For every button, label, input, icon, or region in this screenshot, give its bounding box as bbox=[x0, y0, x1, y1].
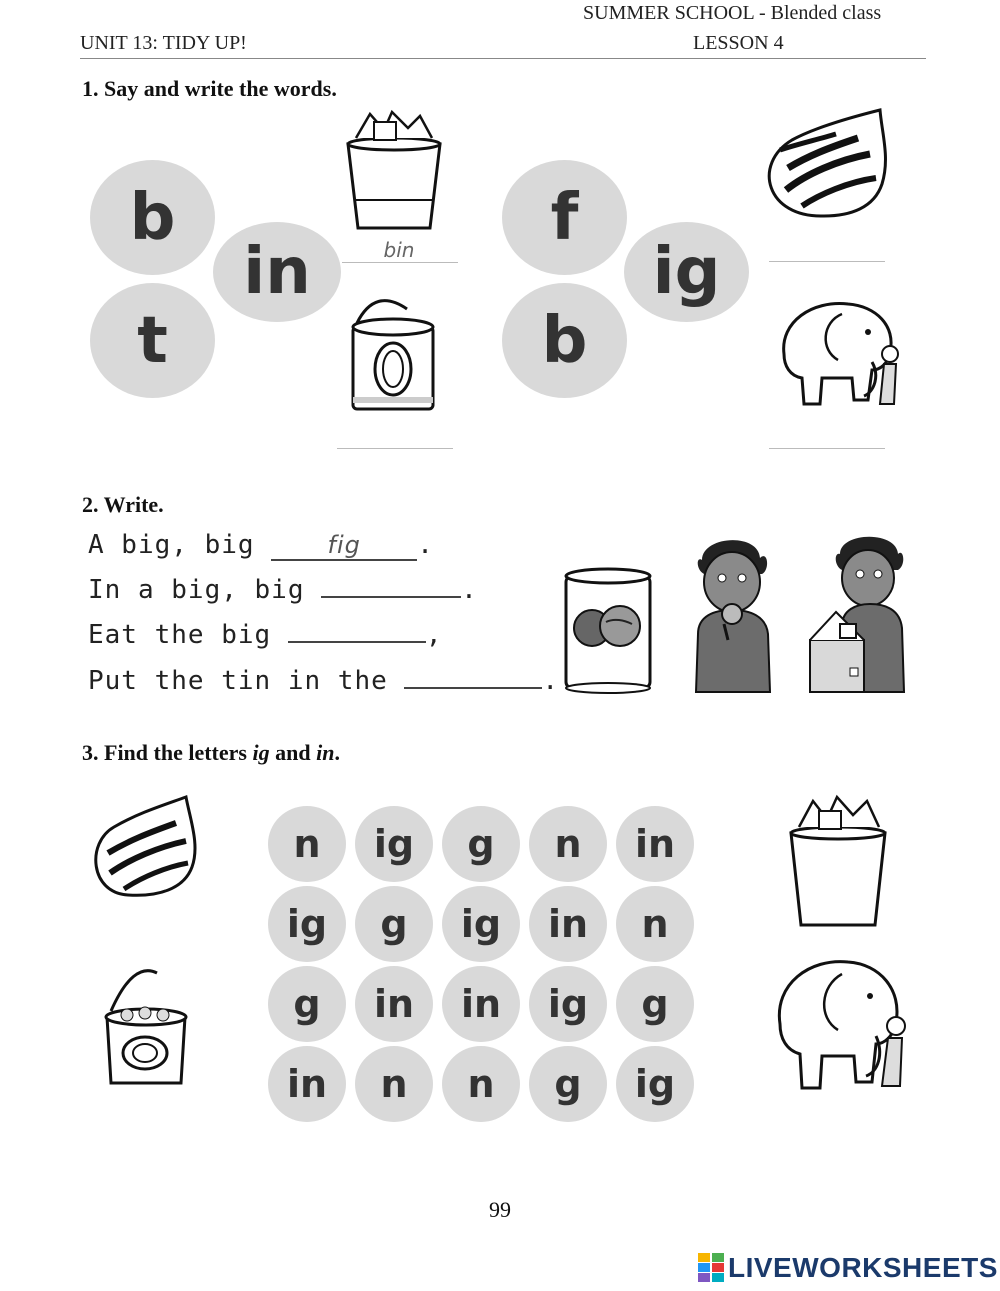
elephant-picture-2 bbox=[770, 950, 920, 1105]
onset-bubble-t: t bbox=[90, 283, 215, 398]
rime-bubble-ig: ig bbox=[624, 222, 749, 322]
bin-picture-2 bbox=[785, 793, 895, 928]
header-unit: UNIT 13: TIDY UP! bbox=[80, 32, 247, 54]
grid-cell[interactable]: n bbox=[616, 886, 694, 962]
write-line-3: Eat the big , bbox=[88, 620, 443, 650]
grid-cell[interactable]: ig bbox=[268, 886, 346, 962]
grid-cell[interactable]: ig bbox=[529, 966, 607, 1042]
tin-picture bbox=[345, 293, 440, 413]
liveworksheets-logo-icon bbox=[698, 1253, 724, 1283]
grid-cell[interactable]: in bbox=[442, 966, 520, 1042]
write-line-2: In a big, big . bbox=[88, 575, 478, 605]
onset-bubble-f: f bbox=[502, 160, 627, 275]
grid-cell[interactable]: g bbox=[355, 886, 433, 962]
write-line-4: Put the tin in the . bbox=[88, 666, 560, 696]
write-answer-1[interactable]: fig bbox=[271, 531, 417, 561]
grid-cell[interactable]: g bbox=[616, 966, 694, 1042]
grid-cell[interactable]: n bbox=[442, 1046, 520, 1122]
header-lesson: LESSON 4 bbox=[693, 32, 784, 54]
answer-line-tin[interactable] bbox=[337, 448, 453, 449]
bin-picture bbox=[340, 108, 450, 233]
tin-with-figs-picture bbox=[562, 566, 654, 694]
tin-picture-2 bbox=[93, 965, 198, 1090]
grid-cell[interactable]: n bbox=[268, 806, 346, 882]
grid-cell[interactable]: in bbox=[616, 806, 694, 882]
grid-cell[interactable]: ig bbox=[616, 1046, 694, 1122]
grid-cell[interactable]: g bbox=[442, 806, 520, 882]
section1-title: 1. Say and write the words. bbox=[82, 76, 337, 101]
answer-bin[interactable]: bin bbox=[383, 238, 415, 262]
answer-line-elephant[interactable] bbox=[769, 448, 885, 449]
fig-picture bbox=[758, 108, 893, 223]
grid-cell[interactable]: g bbox=[529, 1046, 607, 1122]
letter-grid bbox=[268, 806, 698, 1126]
section3-title: 3. Find the letters ig and in. bbox=[82, 740, 340, 765]
elephant-picture bbox=[772, 292, 912, 417]
boy-with-bin-picture bbox=[806, 530, 906, 695]
grid-cell[interactable]: n bbox=[355, 1046, 433, 1122]
answer-line-bin bbox=[342, 262, 458, 263]
onset-bubble-b: b bbox=[90, 160, 215, 275]
grid-cell[interactable]: in bbox=[529, 886, 607, 962]
header-rule bbox=[80, 58, 926, 59]
write-line-1: A big, big fig . bbox=[88, 530, 434, 560]
write-answer-2[interactable] bbox=[321, 596, 461, 598]
boy-eating-fig-picture bbox=[688, 530, 778, 695]
rime-bubble-in: in bbox=[213, 222, 341, 322]
page-number: 99 bbox=[489, 1197, 511, 1222]
grid-cell[interactable]: ig bbox=[442, 886, 520, 962]
section2-title: 2. Write. bbox=[82, 492, 164, 517]
onset-bubble-b2: b bbox=[502, 283, 627, 398]
write-answer-3[interactable] bbox=[288, 641, 426, 643]
header-school: SUMMER SCHOOL - Blended class bbox=[583, 2, 882, 24]
brand-logo bbox=[698, 1252, 998, 1284]
grid-cell[interactable]: n bbox=[529, 806, 607, 882]
fig-picture-2 bbox=[88, 795, 203, 900]
grid-cell[interactable]: in bbox=[355, 966, 433, 1042]
grid-cell[interactable]: g bbox=[268, 966, 346, 1042]
grid-cell[interactable]: in bbox=[268, 1046, 346, 1122]
brand-name: LIVEWORKSHEETS bbox=[728, 1252, 998, 1283]
write-answer-4[interactable] bbox=[404, 687, 542, 689]
answer-line-fig[interactable] bbox=[769, 261, 885, 262]
grid-cell[interactable]: ig bbox=[355, 806, 433, 882]
